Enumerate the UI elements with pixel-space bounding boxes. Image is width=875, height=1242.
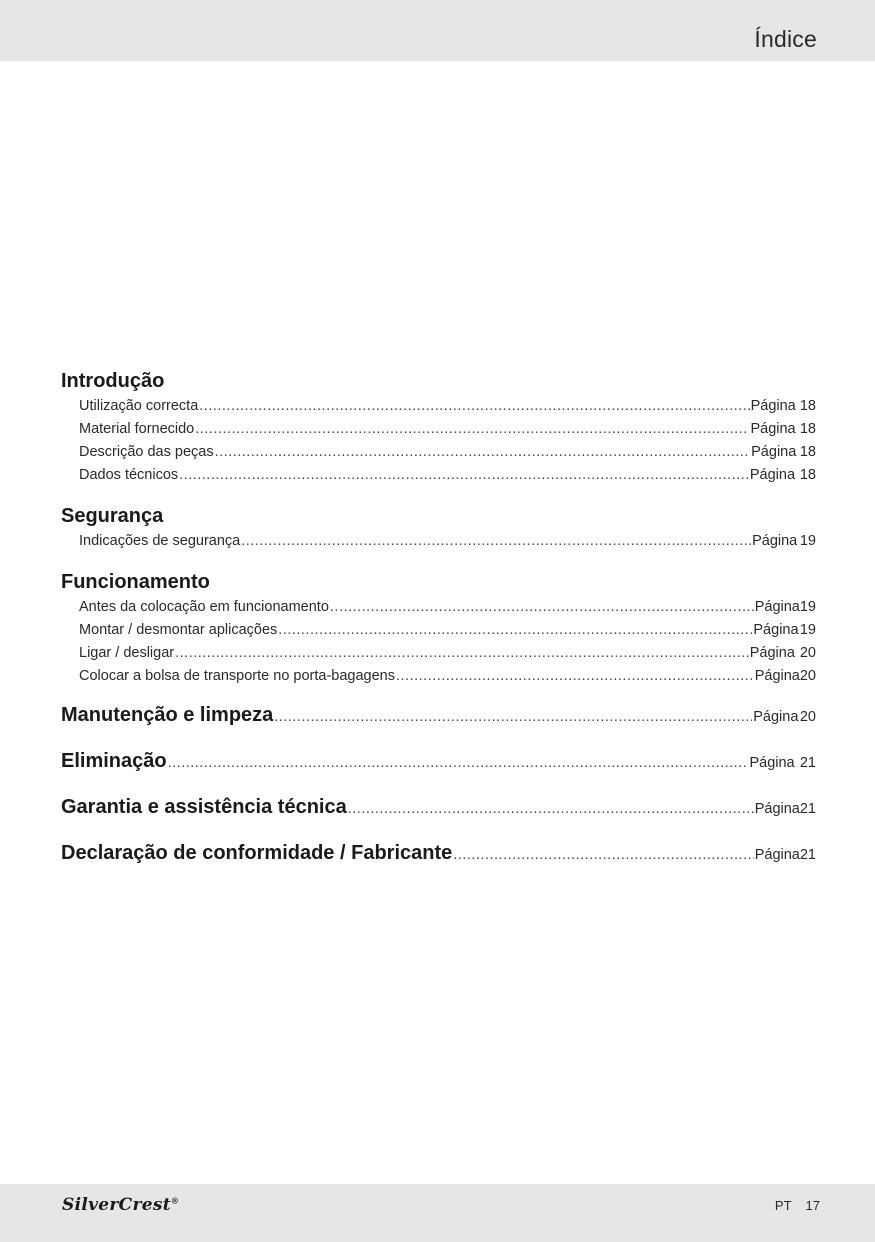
page-number: 18 [799,398,816,414]
section-heading: Segurança [61,505,164,527]
footer-meta [775,1198,820,1213]
brand-logo [62,1195,179,1215]
page-word: Página [752,533,798,549]
dot-leader [241,533,751,549]
page-number: 18 [799,421,816,437]
toc-major-entry[interactable] [61,796,816,826]
toc-entry-label: Dados técnicos [79,467,179,483]
toc-entry[interactable] [61,622,816,645]
toc-major-entry[interactable] [61,842,816,872]
toc-entry[interactable] [61,398,816,421]
page-number: 18 [799,467,816,483]
page-word: Página [751,444,797,460]
toc-major-label: Garantia e assistência técnica [61,796,347,818]
dot-leader [199,398,749,414]
dot-leader [453,847,753,863]
toc-major-entry[interactable] [61,750,816,780]
toc-major-label: Declaração de conformidade / Fabricante [61,842,453,864]
toc-major-label: Manutenção e limpeza [61,704,274,726]
page-word: Página [749,467,796,483]
toc-entry-label: Material fornecido [79,421,195,437]
page-word: Página [749,645,795,661]
dot-leader [168,755,749,771]
brand-name: SilverCrest [62,1195,171,1215]
toc-entry[interactable] [61,668,816,691]
dot-leader [396,668,754,684]
page-number: 20 [799,709,816,725]
toc-major-entry[interactable] [61,704,816,734]
dot-leader [175,645,749,661]
toc-entry[interactable] [61,421,816,444]
dot-leader [195,421,749,437]
dot-leader [278,622,752,638]
page-number: 21 [799,755,816,771]
page-word: Página [754,801,800,817]
page-number: 21 [799,847,816,863]
toc-entry-label: Colocar a bolsa de transporte no porta-bagagens [79,668,395,684]
toc-entry-label: Montar / desmontar aplicações [79,622,278,638]
page-number: 19 [799,533,816,549]
page-word: Página [749,755,795,771]
header-band [0,0,875,61]
page-number: 18 [799,444,816,460]
toc-entry[interactable] [61,444,816,467]
page-number: 19 [799,599,816,615]
toc-entry[interactable] [61,467,816,490]
toc-entry[interactable] [61,533,816,556]
toc-entry-label: Indicações de segurança [79,533,241,549]
page-word: Página [754,847,800,863]
dot-leader [348,801,754,817]
toc-entry-label: Descrição das peças [79,444,214,460]
page-word: Página [753,709,799,725]
dot-leader [215,444,751,460]
toc-section-seguranca [61,503,816,556]
page-number-footer: 17 [805,1198,820,1213]
toc-entry-label: Antes da colocação em funcionamento [79,599,329,615]
dot-leader [179,467,749,483]
page-word: Página [754,668,800,684]
page-word: Página [753,622,799,638]
page-number: 20 [799,645,816,661]
page-number: 19 [799,622,816,638]
toc-section-funcionamento [61,569,816,691]
dot-leader [274,709,752,725]
toc-major-label: Eliminação [61,750,167,772]
dot-leader [330,599,754,615]
page-word: Página [750,398,796,414]
toc-entry[interactable] [61,645,816,668]
page-word: Página [754,599,800,615]
section-heading: Introdução [61,370,165,392]
page-number: 20 [799,668,816,684]
toc-entry-label: Ligar / desligar [79,645,175,661]
registered-mark: ® [170,1195,180,1206]
toc-section-introducao [61,368,816,490]
language-code: PT [774,1198,792,1213]
page-title: Índice [754,26,817,52]
toc-entry-label: Utilização correcta [79,398,199,414]
section-heading: Funcionamento [61,571,210,593]
table-of-contents [61,368,816,888]
page-number: 21 [799,801,816,817]
page-word: Página [750,421,796,437]
toc-entry[interactable] [61,599,816,622]
